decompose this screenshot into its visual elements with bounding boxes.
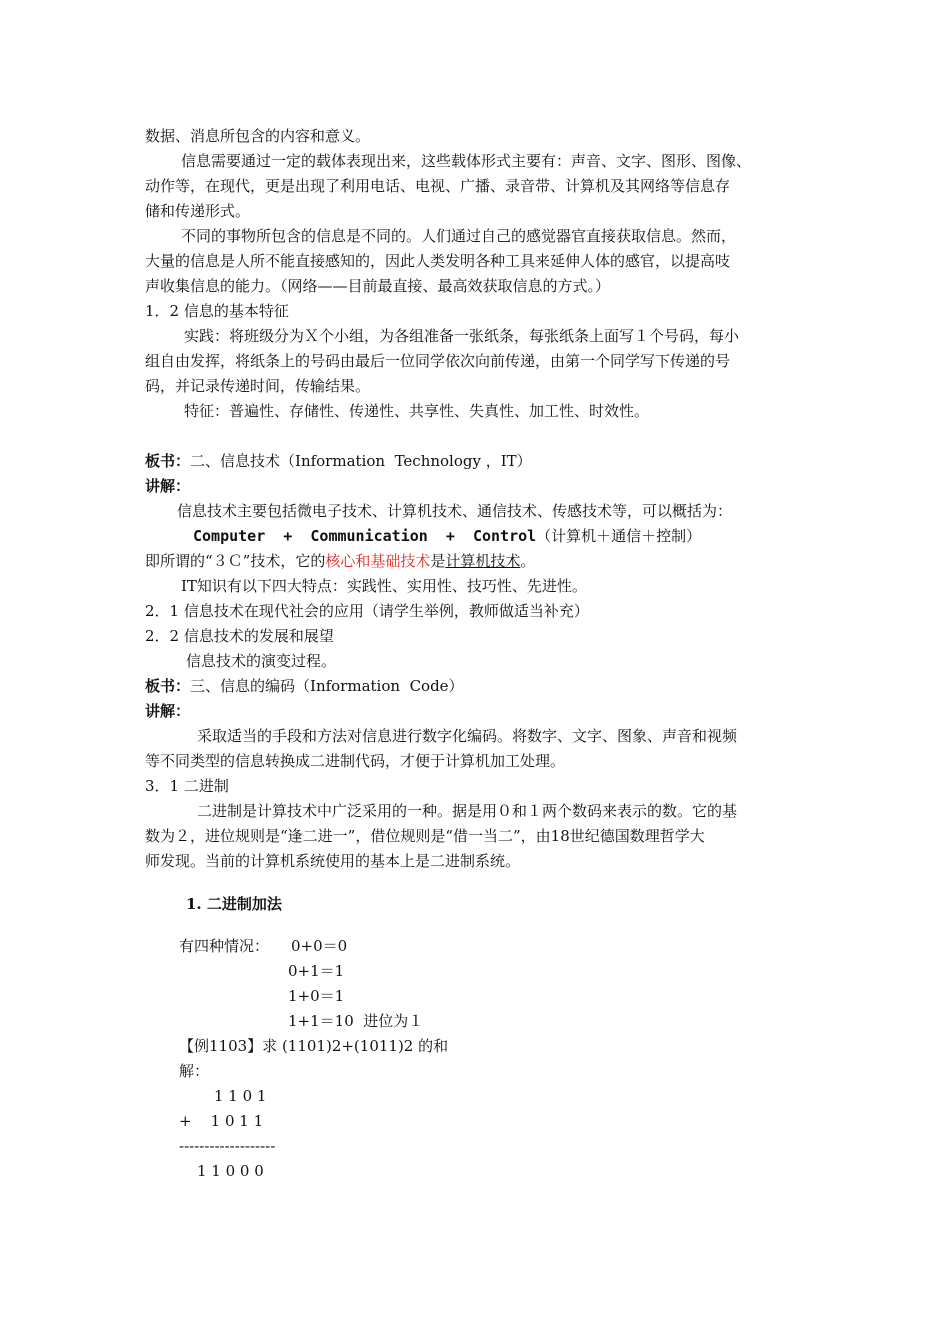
board-text: 三、信息的编码（Information Code） <box>190 677 464 695</box>
addition-case: 1+1＝10 进位为１ <box>288 1012 424 1030</box>
calc-row: + 1 0 1 1 <box>179 1112 264 1130</box>
paragraph-line: 数为２，进位规则是“逢二进一”，借位规则是“借一当二”，由18世纪德国数理哲学大 <box>145 827 705 845</box>
paragraph-line: 储和传递形式。 <box>145 202 251 220</box>
addition-case: 1+0＝1 <box>288 987 345 1005</box>
formula-3c: Computer + Communication + Control <box>193 527 537 545</box>
highlight-core-tech: 核心和基础技术 <box>325 552 431 570</box>
paragraph-line: 师发现。当前的计算机系统使用的基本上是二进制系统。 <box>145 852 521 870</box>
lecture-label: 讲解： <box>145 702 191 720</box>
section-heading: 2．1 信息技术在现代社会的应用（请学生举例，教师做适当补充） <box>145 602 589 620</box>
paragraph-line: 等不同类型的信息转换成二进制代码，才便于计算机加工处理。 <box>145 752 566 770</box>
addition-case: 0+0＝0 <box>291 937 348 955</box>
subsection-heading: 1. 二进制加法 <box>186 895 282 913</box>
paragraph-line: 实践：将班级分为Ｘ个小组，为各组准备一张纸条，每张纸条上面写１个号码，每小 <box>184 327 740 345</box>
text-span: 。 <box>520 552 536 570</box>
lecture-label: 讲解： <box>145 477 191 495</box>
paragraph-line: 信息需要通过一定的载体表现出来，这些载体形式主要有：声音、文字、图形、图像、 <box>181 152 752 170</box>
underlined-computer-tech: 计算机技术 <box>445 552 521 570</box>
board-note <box>145 451 532 471</box>
board-note <box>145 676 464 696</box>
cases-label: 有四种情况： <box>179 937 270 955</box>
section-heading: 1．2 信息的基本特征 <box>145 302 289 320</box>
paragraph-line: 声收集信息的能力。（网络——目前最直接、最高效获取信息的方式。） <box>145 277 611 295</box>
calc-result: 1 1 0 0 0 <box>197 1162 264 1180</box>
section-heading: 3．1 二进制 <box>145 777 229 795</box>
board-label: 板书： <box>145 452 191 470</box>
board-label: 板书： <box>145 677 191 695</box>
paragraph-line: 码，并记录传递时间，传输结果。 <box>145 377 371 395</box>
text-span: 是 <box>430 552 446 570</box>
paragraph-line <box>145 551 535 571</box>
calc-rule: ------------------- <box>179 1137 276 1155</box>
example-line: 【例1103】求 (1101)2+(1011)2 的和 <box>179 1037 449 1055</box>
formula-chinese: （计算机＋通信＋控制） <box>536 527 702 545</box>
board-text: 二、信息技术（Information Technology ，IT） <box>190 452 532 470</box>
paragraph-line: 组自由发挥，将纸条上的号码由最后一位同学依次向前传递，由第一个同学写下传递的号 <box>145 352 731 370</box>
solution-label: 解： <box>179 1062 210 1080</box>
formula-line <box>193 526 701 546</box>
paragraph-line: 数据、消息所包含的内容和意义。 <box>145 127 371 145</box>
paragraph-line: IT知识有以下四大特点：实践性、实用性、技巧性、先进性。 <box>181 577 587 595</box>
paragraph-line: 不同的事物所包含的信息是不同的。人们通过自己的感觉器官直接获取信息。然而， <box>181 227 737 245</box>
paragraph-line: 采取适当的手段和方法对信息进行数字化编码。将数字、文字、图象、声音和视频 <box>197 727 738 745</box>
text-span: 即所谓的“３Ｃ”技术，它的 <box>145 552 326 570</box>
paragraph-line: 二进制是计算技术中广泛采用的一种。据是用０和１两个数码来表示的数。它的基 <box>197 802 738 820</box>
paragraph-line: 信息技术主要包括微电子技术、计算机技术、通信技术、传感技术等，可以概括为： <box>177 502 733 520</box>
addition-case: 0+1＝1 <box>288 962 345 980</box>
paragraph-line: 动作等，在现代，更是出现了利用电话、电视、广播、录音带、计算机及其网络等信息存 <box>145 177 731 195</box>
section-heading: 2．2 信息技术的发展和展望 <box>145 627 334 645</box>
calc-row: 1 1 0 1 <box>214 1087 267 1105</box>
paragraph-line: 特征：普遍性、存储性、传递性、共享性、失真性、加工性、时效性。 <box>184 402 650 420</box>
paragraph-line: 信息技术的演变过程。 <box>186 652 337 670</box>
paragraph-line: 大量的信息是人所不能直接感知的，因此人类发明各种工具来延伸人体的感官，以提高吱 <box>145 252 731 270</box>
